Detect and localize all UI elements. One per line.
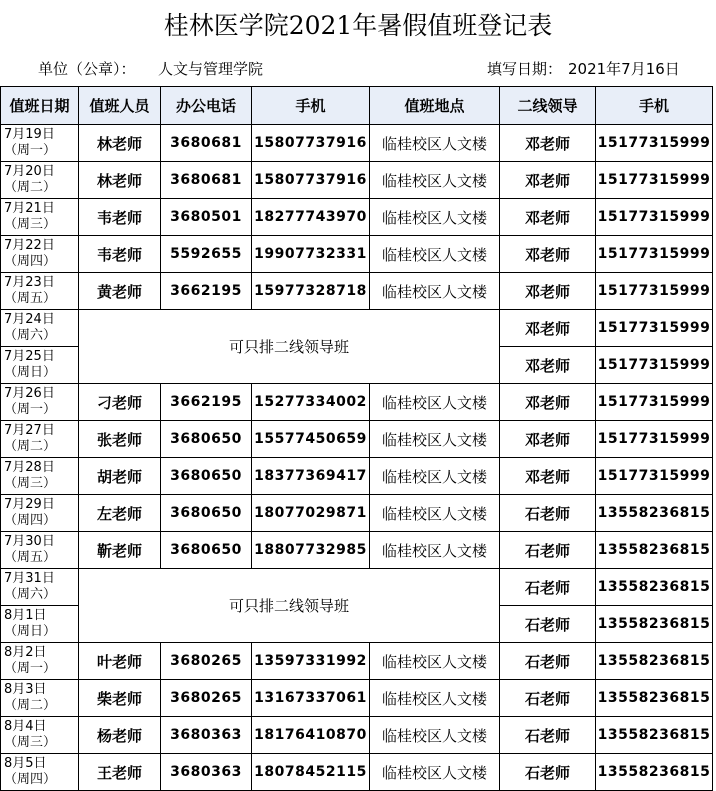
leader-cell: 邓老师 bbox=[500, 310, 596, 347]
date: 7月28日 bbox=[4, 460, 55, 475]
weekday: （周日） bbox=[4, 624, 57, 639]
location-cell: 临桂校区人文楼 bbox=[370, 458, 500, 495]
office-phone-cell: 3680650 bbox=[161, 532, 252, 569]
table-row bbox=[1, 421, 713, 458]
leader-mobile-cell: 15177315999 bbox=[596, 347, 713, 384]
location-cell: 临桂校区人文楼 bbox=[370, 273, 500, 310]
location-cell: 临桂校区人文楼 bbox=[370, 532, 500, 569]
table-row bbox=[1, 680, 713, 717]
weekday: （周一） bbox=[4, 143, 57, 158]
date-cell bbox=[1, 236, 79, 273]
date: 7月27日 bbox=[4, 423, 55, 438]
table-row bbox=[1, 458, 713, 495]
date-cell bbox=[1, 310, 79, 347]
page-title: 桂林医学院2021年暑假值班登记表 bbox=[163, 11, 553, 40]
date-cell bbox=[1, 495, 79, 532]
date-cell bbox=[1, 569, 79, 606]
info-line bbox=[0, 48, 716, 86]
leader-cell: 邓老师 bbox=[500, 125, 596, 162]
leader-cell: 石老师 bbox=[500, 717, 596, 754]
mobile-cell: 15807737916 bbox=[252, 125, 370, 162]
location-cell: 临桂校区人文楼 bbox=[370, 421, 500, 458]
leader-mobile-cell: 13558236815 bbox=[596, 569, 713, 606]
office-phone-cell: 3680363 bbox=[161, 717, 252, 754]
fill-date-label: 填写日期： bbox=[487, 60, 563, 78]
office-phone-cell: 3662195 bbox=[161, 384, 252, 421]
leader-mobile-cell: 13558236815 bbox=[596, 680, 713, 717]
date-cell bbox=[1, 458, 79, 495]
leader-cell: 邓老师 bbox=[500, 421, 596, 458]
table-row bbox=[1, 569, 713, 606]
weekday: （周日） bbox=[4, 365, 57, 380]
date-cell bbox=[1, 125, 79, 162]
person-cell: 韦老师 bbox=[79, 236, 161, 273]
date-cell bbox=[1, 421, 79, 458]
date-cell bbox=[1, 199, 79, 236]
person-cell: 刁老师 bbox=[79, 384, 161, 421]
date: 7月21日 bbox=[4, 201, 55, 216]
date: 7月30日 bbox=[4, 534, 55, 549]
date: 7月23日 bbox=[4, 275, 55, 290]
leader-mobile-cell: 15177315999 bbox=[596, 458, 713, 495]
office-phone-cell: 3680363 bbox=[161, 754, 252, 791]
leader-cell: 邓老师 bbox=[500, 384, 596, 421]
date-cell bbox=[1, 717, 79, 754]
mobile-cell: 13167337061 bbox=[252, 680, 370, 717]
office-phone-cell: 5592655 bbox=[161, 236, 252, 273]
table-row bbox=[1, 717, 713, 754]
leader-mobile-cell: 13558236815 bbox=[596, 754, 713, 791]
leader-mobile-cell: 15177315999 bbox=[596, 310, 713, 347]
leader-mobile-cell: 15177315999 bbox=[596, 199, 713, 236]
date-cell bbox=[1, 162, 79, 199]
office-phone-cell: 3680501 bbox=[161, 199, 252, 236]
leader-only-note: 可只排二线领导班 bbox=[79, 569, 500, 643]
table-row bbox=[1, 643, 713, 680]
date-cell bbox=[1, 754, 79, 791]
leader-cell: 石老师 bbox=[500, 754, 596, 791]
date: 7月24日 bbox=[4, 312, 55, 327]
weekday: （周六） bbox=[4, 328, 57, 343]
person-cell: 叶老师 bbox=[79, 643, 161, 680]
weekday: （周三） bbox=[4, 217, 57, 232]
unit-label: 单位（公章）： bbox=[38, 60, 136, 78]
location-cell: 临桂校区人文楼 bbox=[370, 643, 500, 680]
person-cell: 王老师 bbox=[79, 754, 161, 791]
location-cell: 临桂校区人文楼 bbox=[370, 199, 500, 236]
weekday: （周五） bbox=[4, 291, 57, 306]
leader-mobile-cell: 13558236815 bbox=[596, 495, 713, 532]
table-row bbox=[1, 125, 713, 162]
leader-cell: 邓老师 bbox=[500, 162, 596, 199]
leader-mobile-cell: 13558236815 bbox=[596, 717, 713, 754]
date: 7月29日 bbox=[4, 497, 55, 512]
table-row bbox=[1, 236, 713, 273]
leader-mobile-cell: 15177315999 bbox=[596, 384, 713, 421]
location-cell: 临桂校区人文楼 bbox=[370, 754, 500, 791]
header-leader: 二线领导 bbox=[500, 87, 596, 125]
person-cell: 林老师 bbox=[79, 162, 161, 199]
date: 8月1日 bbox=[4, 608, 47, 623]
table-row bbox=[1, 199, 713, 236]
date: 7月26日 bbox=[4, 386, 55, 401]
header-date: 值班日期 bbox=[1, 87, 79, 125]
date-cell bbox=[1, 680, 79, 717]
weekday: （周三） bbox=[4, 735, 57, 750]
leader-mobile-cell: 13558236815 bbox=[596, 532, 713, 569]
leader-cell: 石老师 bbox=[500, 569, 596, 606]
location-cell: 临桂校区人文楼 bbox=[370, 162, 500, 199]
leader-mobile-cell: 13558236815 bbox=[596, 606, 713, 643]
leader-cell: 邓老师 bbox=[500, 236, 596, 273]
mobile-cell: 18377369417 bbox=[252, 458, 370, 495]
header-person: 值班人员 bbox=[79, 87, 161, 125]
person-cell: 左老师 bbox=[79, 495, 161, 532]
person-cell: 林老师 bbox=[79, 125, 161, 162]
mobile-cell: 18077029871 bbox=[252, 495, 370, 532]
leader-cell: 邓老师 bbox=[500, 458, 596, 495]
weekday: （周三） bbox=[4, 476, 57, 491]
mobile-cell: 18176410870 bbox=[252, 717, 370, 754]
weekday: （周六） bbox=[4, 587, 57, 602]
office-phone-cell: 3680650 bbox=[161, 495, 252, 532]
date: 7月25日 bbox=[4, 349, 55, 364]
date: 8月4日 bbox=[4, 719, 47, 734]
weekday: （周五） bbox=[4, 550, 57, 565]
weekday: （周二） bbox=[4, 180, 57, 195]
date: 8月5日 bbox=[4, 756, 47, 771]
date: 8月3日 bbox=[4, 682, 47, 697]
office-phone-cell: 3680650 bbox=[161, 458, 252, 495]
table-row bbox=[1, 532, 713, 569]
leader-mobile-cell: 15177315999 bbox=[596, 421, 713, 458]
location-cell: 临桂校区人文楼 bbox=[370, 125, 500, 162]
office-phone-cell: 3680265 bbox=[161, 680, 252, 717]
person-cell: 黄老师 bbox=[79, 273, 161, 310]
date-cell bbox=[1, 606, 79, 643]
mobile-cell: 15277334002 bbox=[252, 384, 370, 421]
table-row bbox=[1, 384, 713, 421]
leader-cell: 石老师 bbox=[500, 680, 596, 717]
header-office-phone: 办公电话 bbox=[161, 87, 252, 125]
location-cell: 临桂校区人文楼 bbox=[370, 384, 500, 421]
date-cell bbox=[1, 643, 79, 680]
person-cell: 杨老师 bbox=[79, 717, 161, 754]
office-phone-cell: 3680265 bbox=[161, 643, 252, 680]
leader-cell: 石老师 bbox=[500, 495, 596, 532]
mobile-cell: 19907732331 bbox=[252, 236, 370, 273]
date-cell bbox=[1, 532, 79, 569]
table-row bbox=[1, 754, 713, 791]
leader-cell: 邓老师 bbox=[500, 199, 596, 236]
header-mobile: 手机 bbox=[252, 87, 370, 125]
header-leader-mobile: 手机 bbox=[596, 87, 713, 125]
mobile-cell: 15977328718 bbox=[252, 273, 370, 310]
leader-cell: 石老师 bbox=[500, 606, 596, 643]
leader-mobile-cell: 15177315999 bbox=[596, 236, 713, 273]
leader-mobile-cell: 13558236815 bbox=[596, 643, 713, 680]
mobile-cell: 18807732985 bbox=[252, 532, 370, 569]
leader-cell: 石老师 bbox=[500, 532, 596, 569]
table-row bbox=[1, 273, 713, 310]
person-cell: 韦老师 bbox=[79, 199, 161, 236]
location-cell: 临桂校区人文楼 bbox=[370, 495, 500, 532]
mobile-cell: 15807737916 bbox=[252, 162, 370, 199]
weekday: （周四） bbox=[4, 772, 57, 787]
table-row bbox=[1, 310, 713, 347]
person-cell: 张老师 bbox=[79, 421, 161, 458]
weekday: （周四） bbox=[4, 513, 57, 528]
leader-cell: 邓老师 bbox=[500, 347, 596, 384]
mobile-cell: 13597331992 bbox=[252, 643, 370, 680]
header-location: 值班地点 bbox=[370, 87, 500, 125]
mobile-cell: 18277743970 bbox=[252, 199, 370, 236]
office-phone-cell: 3680681 bbox=[161, 125, 252, 162]
office-phone-cell: 3662195 bbox=[161, 273, 252, 310]
unit-value: 人文与管理学院 bbox=[158, 60, 264, 78]
date-cell bbox=[1, 347, 79, 384]
date: 7月31日 bbox=[4, 571, 55, 586]
date: 7月19日 bbox=[4, 127, 55, 142]
leader-cell: 石老师 bbox=[500, 643, 596, 680]
duty-table bbox=[0, 86, 713, 791]
office-phone-cell: 3680681 bbox=[161, 162, 252, 199]
fill-date-value: 2021年7月16日 bbox=[568, 60, 680, 78]
weekday: （周四） bbox=[4, 254, 57, 269]
person-cell: 胡老师 bbox=[79, 458, 161, 495]
mobile-cell: 15577450659 bbox=[252, 421, 370, 458]
date: 7月22日 bbox=[4, 238, 55, 253]
leader-mobile-cell: 15177315999 bbox=[596, 125, 713, 162]
date: 8月2日 bbox=[4, 645, 47, 660]
leader-mobile-cell: 15177315999 bbox=[596, 273, 713, 310]
leader-cell: 邓老师 bbox=[500, 273, 596, 310]
mobile-cell: 18078452115 bbox=[252, 754, 370, 791]
leader-only-note: 可只排二线领导班 bbox=[79, 310, 500, 384]
date-cell bbox=[1, 273, 79, 310]
person-cell: 柴老师 bbox=[79, 680, 161, 717]
date-cell bbox=[1, 384, 79, 421]
location-cell: 临桂校区人文楼 bbox=[370, 680, 500, 717]
table-row bbox=[1, 495, 713, 532]
date: 7月20日 bbox=[4, 164, 55, 179]
table-row bbox=[1, 162, 713, 199]
person-cell: 靳老师 bbox=[79, 532, 161, 569]
weekday: （周一） bbox=[4, 402, 57, 417]
location-cell: 临桂校区人文楼 bbox=[370, 717, 500, 754]
location-cell: 临桂校区人文楼 bbox=[370, 236, 500, 273]
weekday: （周二） bbox=[4, 698, 57, 713]
leader-mobile-cell: 15177315999 bbox=[596, 162, 713, 199]
weekday: （周二） bbox=[4, 439, 57, 454]
header-row bbox=[1, 87, 713, 125]
office-phone-cell: 3680650 bbox=[161, 421, 252, 458]
weekday: （周一） bbox=[4, 661, 57, 676]
